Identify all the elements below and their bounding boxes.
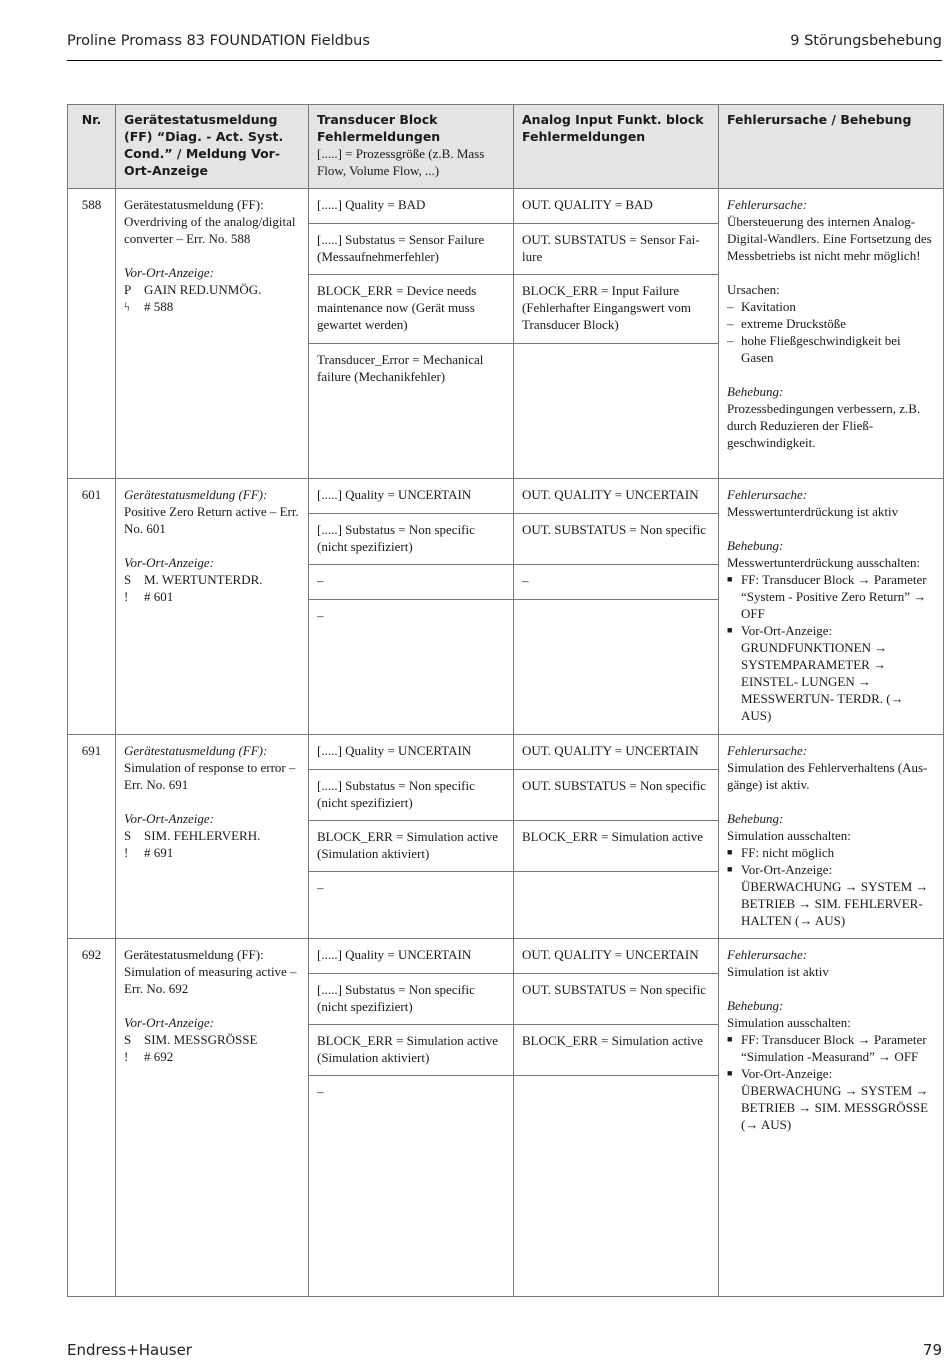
local-display-label: Vor-Ort-Anzeige: [124,555,214,570]
tb-message: BLOCK_ERR = Device needs maintenance now (Gerät muss gewartet werden) [309,275,514,343]
fix-label: Behebung: [727,998,784,1013]
cause-label: Fehlerursache: [727,947,808,962]
message-row [309,344,718,478]
fix-list [727,1031,935,1133]
tb-message: [.....] Substatus = Non specific (nicht spezifiziert) [309,974,514,1024]
col-header-nr: Nr. [68,105,116,189]
ai-message: OUT. SUBSTATUS = Non specific [522,982,707,997]
col-header-tb-title: Transducer Block Fehlermeldungen [317,112,441,144]
running-header-chapter: 9 Störungsbehebung [790,33,942,49]
local-display-line1 [124,571,300,588]
message-row [309,1076,718,1296]
local-display-code: # 692 [144,1049,174,1064]
list-item: ■ FF: nicht möglich [727,844,935,861]
list-item: – extreme Druckstöße [727,315,935,332]
error-type-symbol: ! [124,845,129,860]
tb-message: – [309,1076,514,1296]
list-item: – hohe Fließgeschwindigkeit bei Gasen [727,332,935,366]
ai-message: OUT. QUALITY = UNCERTAIN [522,487,699,502]
status-cell [116,735,309,939]
message-row [309,974,718,1025]
local-display-text: SIM. FEHLERVERH. [144,828,261,843]
local-display-code: # 691 [144,845,174,860]
cause-cell [719,939,944,1297]
list-item: ■ FF: Transducer Block → Parameter “Simulation -Measurand” → OFF [727,1031,935,1065]
tb-message: [.....] Substatus = Sensor Failure (Messaufnehmerfehler) [309,224,514,274]
ai-message: OUT. QUALITY = UNCERTAIN [522,743,699,758]
local-display-line1 [124,281,300,298]
message-row [309,224,718,275]
message-row [309,1025,718,1076]
list-item: ■ Vor-Ort-Anzeige: ÜBERWACHUNG → SYSTEM → BETRIEB → SIM. MESSGRÖSSE (→ AUS) [727,1065,935,1133]
list-item: – Kavitation [727,298,935,315]
cause-cell [719,479,944,735]
error-type-symbol: ! [124,589,129,604]
error-number: 588 [68,189,116,479]
cause-text: Simulation ist aktiv [727,964,829,979]
page-number: 79 [922,1341,942,1359]
col-header-tb-sub: [.....] = Prozessgröße (z.B. Mass Flow, Volume Flow, ...) [317,146,485,178]
fix-text: Simulation ausschalten: [727,1015,851,1030]
tb-message: Transducer_Error = Mechanical failure (Mechanikfehler) [309,344,514,478]
status-label: Gerätestatusmeldung (FF): [124,487,268,502]
local-display-label: Vor-Ort-Anzeige: [124,1015,214,1030]
block-messages [309,735,719,939]
cause-cell [719,735,944,939]
col-header-cause: Fehlerursache / Behebung [719,105,944,189]
local-display-text: GAIN RED.UNMÖG. [144,282,262,297]
table-row [68,189,944,479]
fix-list [727,571,935,724]
local-display-label: Vor-Ort-Anzeige: [124,265,214,280]
status-text: Overdriving of the analog/digital converter – Err. No. 588 [124,214,296,246]
tb-message: [.....] Substatus = Non specific (nicht spezifiziert) [309,770,514,820]
tb-message: [.....] Quality = UNCERTAIN [309,939,514,973]
local-display-code: # 588 [144,299,174,314]
cause-label: Fehlerursache: [727,487,808,502]
table-header-row [68,105,944,189]
tb-message: [.....] Quality = UNCERTAIN [309,479,514,513]
block-messages [309,189,719,479]
tb-message: BLOCK_ERR = Simulation active (Simulation aktiviert) [309,821,514,871]
list-item: ■ FF: Transducer Block → Parameter “System - Positive Zero Return” → OFF [727,571,935,622]
tb-message: BLOCK_ERR = Simulation active (Simulation aktiviert) [309,1025,514,1075]
status-label: Gerätestatusmeldung (FF): [124,947,264,962]
ai-message [514,872,718,938]
fix-label: Behebung: [727,811,784,826]
header-rule [67,60,942,61]
message-row [309,872,718,938]
fix-label: Behebung: [727,538,784,553]
error-number: 692 [68,939,116,1297]
status-cell [116,189,309,479]
fix-text: Messwertunterdrückung ausschalten: [727,555,921,570]
ai-message: OUT. QUALITY = BAD [522,197,653,212]
message-row [309,939,718,974]
status-cell [116,939,309,1297]
ai-message: OUT. SUBSTATUS = Non specific [522,778,707,793]
error-type-symbol: ϟ [124,299,130,314]
col-header-status: Gerätestatusmeldung (FF) “Diag. - Act. Syst. Cond.” / Meldung Vor-Ort-Anzeige [116,105,309,189]
message-row [309,770,718,821]
list-item: ■ Vor-Ort-Anzeige: GRUNDFUNKTIONEN → SYSTEMPARAMETER → EINSTEL- LUNGEN → MESSWERTUN- TERDR. (→ AUS) [727,622,935,724]
local-display-label: Vor-Ort-Anzeige: [124,811,214,826]
table-row [68,479,944,735]
local-display-text: M. WERTUNTERDR. [144,572,263,587]
col-header-analog-input: Analog Input Funkt. block Fehlermeldungen [514,105,719,189]
fix-text: Prozessbedingungen verbessern, z.B. durch Reduzieren der Fließ- geschwindigkeit. [727,401,921,450]
footer-brand: Endress+Hauser [67,1341,192,1359]
status-text: Simulation of measuring active – Err. No. 692 [124,964,297,996]
ai-message: BLOCK_ERR = Simulation active [522,829,704,844]
tb-message: [.....] Substatus = Non specific (nicht spezifiziert) [309,514,514,564]
tb-message: [.....] Quality = BAD [309,189,514,223]
ai-message: OUT. SUBSTATUS = Sensor Fai- lure [522,232,700,264]
cause-text: Simulation des Fehlerverhaltens (Aus- gänge) ist aktiv. [727,760,928,792]
tb-message: – [309,872,514,938]
cause-text: Messwertunterdrückung ist aktiv [727,504,899,519]
error-table [67,104,944,1297]
message-row [309,735,718,770]
list-item: ■ Vor-Ort-Anzeige: ÜBERWACHUNG → SYSTEM → BETRIEB → SIM. FEHLERVER- HALTEN (→ AUS) [727,861,935,929]
cause-cell [719,189,944,479]
local-display-line2 [124,588,300,605]
local-display-line2 [124,1048,300,1065]
ai-message [514,600,718,734]
col-header-transducer-block [309,105,514,189]
causes-list [727,298,935,366]
table-row [68,735,944,939]
ai-message: OUT. SUBSTATUS = Non specific [522,522,707,537]
block-messages [309,479,719,735]
error-number: 691 [68,735,116,939]
local-display-line1 [124,827,300,844]
status-cell [116,479,309,735]
tb-message: – [309,565,514,599]
block-messages [309,939,719,1297]
error-number: 601 [68,479,116,735]
tb-message: [.....] Quality = UNCERTAIN [309,735,514,769]
message-row [309,275,718,344]
message-row [309,600,718,734]
status-label: Gerätestatusmeldung (FF): [124,743,268,758]
local-display-line1 [124,1031,300,1048]
ai-message: – [522,573,529,588]
cause-label: Fehlerursache: [727,197,808,212]
local-display-text: SIM. MESSGRÖSSE [144,1032,258,1047]
ai-message: BLOCK_ERR = Simulation active [522,1033,704,1048]
status-label: Gerätestatusmeldung (FF): [124,197,264,212]
fix-list [727,844,935,929]
ai-message [514,344,718,478]
ai-message: OUT. QUALITY = UNCERTAIN [522,947,699,962]
message-row [309,479,718,514]
message-row [309,189,718,224]
message-row [309,565,718,600]
fix-text: Simulation ausschalten: [727,828,851,843]
cause-text: Übersteuerung des internen Analog-Digital-Wandlers. Eine Fortsetzung des Messbetriebs ist nicht mehr möglich! [727,214,932,263]
local-display-code: # 601 [144,589,174,604]
table-row [68,939,944,1297]
error-type-symbol: ! [124,1049,129,1064]
status-category-symbol: S [124,828,132,843]
fix-label: Behebung: [727,384,784,399]
ai-message: BLOCK_ERR = Input Failure (Fehlerhafter Eingangswert vom Transducer Block) [522,283,691,332]
message-row [309,821,718,872]
status-category-symbol: P [124,282,132,297]
running-header-title: Proline Promass 83 FOUNDATION Fieldbus [67,33,370,49]
ai-message [514,1076,718,1296]
cause-label: Fehlerursache: [727,743,808,758]
causes-label: Ursachen: [727,282,780,297]
local-display-line2 [124,844,300,861]
local-display-line2 [124,298,300,315]
status-category-symbol: S [124,572,132,587]
tb-message: – [309,600,514,734]
status-category-symbol: S [124,1032,132,1047]
status-text: Positive Zero Return active – Err. No. 601 [124,504,299,536]
message-row [309,514,718,565]
status-text: Simulation of response to error – Err. No. 691 [124,760,296,792]
